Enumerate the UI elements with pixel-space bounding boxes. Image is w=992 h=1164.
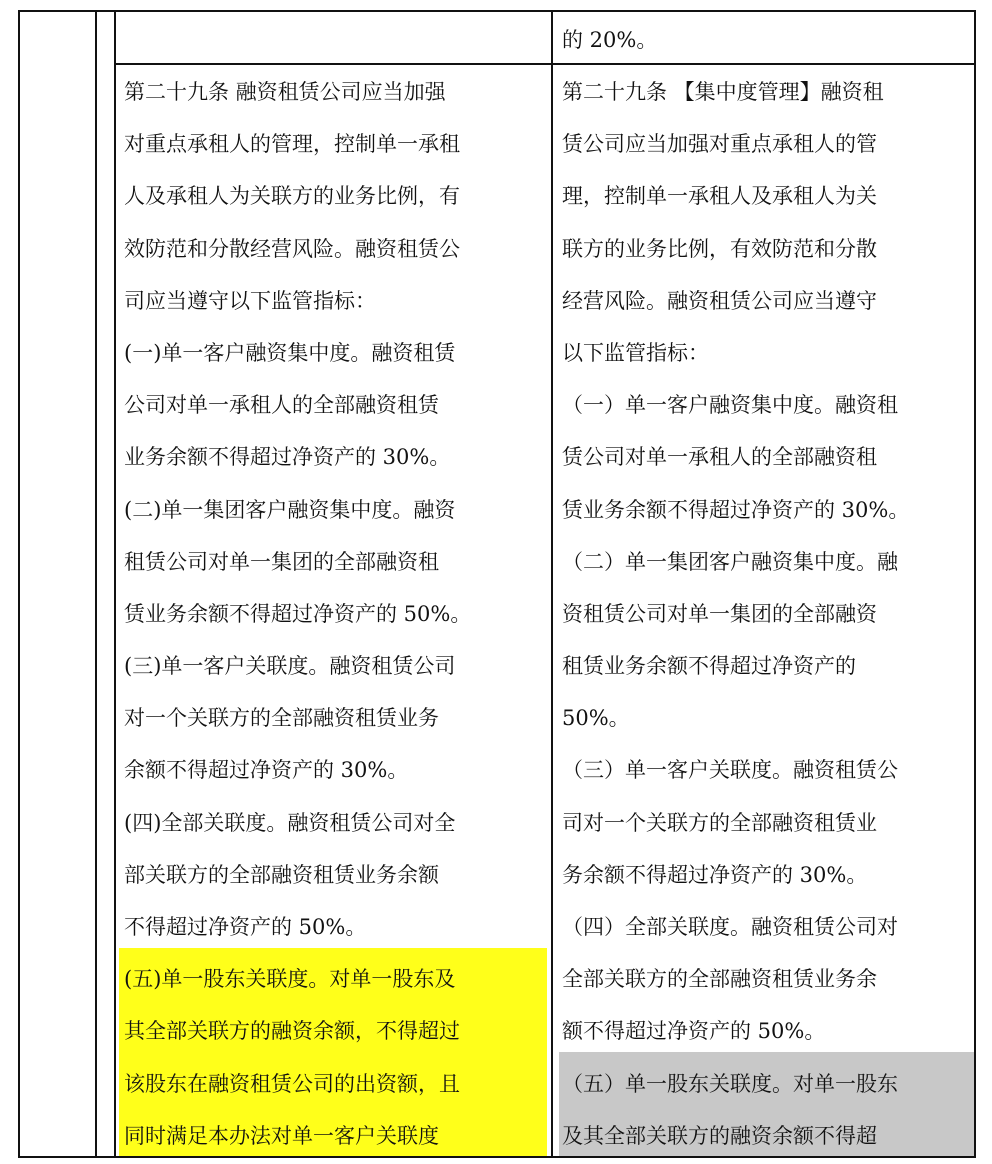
right-line: 资租赁公司对单一集团的全部融资: [562, 601, 877, 626]
left-line-highlighted: 其全部关联方的融资余额，不得超过: [124, 1019, 460, 1044]
right-line: 额不得超过净资产的 50%。: [562, 1019, 826, 1044]
right-line: （三）单一客户关联度。融资租赁公: [562, 758, 898, 783]
border-col1: [95, 10, 97, 1158]
left-line: (二)单一集团客户融资集中度。融资: [124, 497, 456, 522]
left-line-highlighted: 同时满足本办法对单一客户关联度: [124, 1123, 439, 1148]
left-line: 对一个关联方的全部融资租赁业务: [124, 706, 439, 731]
left-line: 效防范和分散经营风险。融资租赁公: [124, 236, 460, 261]
right-line: 全部关联方的全部融资租赁业务余: [562, 967, 877, 992]
border-col2: [114, 10, 116, 1158]
right-line: 第二十九条 【集中度管理】融资租: [562, 80, 884, 104]
top-row-right-text: 的 20%。: [562, 28, 658, 52]
right-line: 赁公司应当加强对重点承租人的管: [562, 132, 877, 157]
left-line: 业务余额不得超过净资产的 30%。: [124, 445, 451, 470]
right-line: 司对一个关联方的全部融资租赁业: [562, 810, 877, 835]
left-line: 余额不得超过净资产的 30%。: [124, 758, 409, 783]
right-line: 联方的业务比例，有效防范和分散: [562, 236, 877, 261]
right-line: （四）全部关联度。融资租赁公司对: [562, 915, 898, 939]
border-right: [974, 10, 976, 1158]
left-line-highlighted: (五)单一股东关联度。对单一股东及: [124, 967, 456, 992]
right-line: 以下监管指标：: [562, 340, 709, 365]
border-left: [18, 10, 20, 1158]
left-line: 不得超过净资产的 50%。: [124, 915, 367, 939]
left-line: 第二十九条 融资租赁公司应当加强: [124, 80, 446, 104]
left-line: 部关联方的全部融资租赁业务余额: [124, 862, 439, 887]
left-line: 赁业务余额不得超过净资产的 50%。: [124, 601, 472, 626]
left-line: (一)单一客户融资集中度。融资租赁: [124, 340, 456, 365]
row-divider: [114, 63, 976, 65]
left-line: (四)全部关联度。融资租赁公司对全: [124, 810, 456, 835]
left-line-highlighted: 该股东在融资租赁公司的出资额，且: [124, 1071, 460, 1096]
border-col3: [551, 10, 553, 1158]
right-line-highlighted: 及其全部关联方的融资余额不得超: [562, 1123, 877, 1148]
right-line: （二）单一集团客户融资集中度。融: [562, 549, 898, 574]
border-top: [18, 10, 976, 12]
left-line: 人及承租人为关联方的业务比例，有: [124, 184, 460, 209]
right-line: 经营风险。融资租赁公司应当遵守: [562, 288, 877, 313]
right-line-highlighted: （五）单一股东关联度。对单一股东: [562, 1071, 898, 1096]
right-line: （一）单一客户融资集中度。融资租: [562, 393, 898, 418]
top-row-right-cell: [562, 14, 657, 66]
left-line: 租赁公司对单一集团的全部融资租: [124, 549, 439, 574]
right-line: 赁公司对单一承租人的全部融资租: [562, 445, 877, 470]
main-row-right-cell: [562, 66, 909, 1162]
right-line: 赁业务余额不得超过净资产的 30%。: [562, 497, 910, 522]
right-line: 50%。: [562, 706, 630, 731]
left-line: 司应当遵守以下监管指标：: [124, 288, 376, 313]
left-line: (三)单一客户关联度。融资租赁公司: [124, 654, 456, 679]
right-line: 租赁业务余额不得超过净资产的: [562, 654, 856, 679]
comparison-table: [18, 10, 976, 1158]
right-line: 理，控制单一承租人及承租人为关: [562, 184, 877, 209]
left-line: 公司对单一承租人的全部融资租赁: [124, 393, 439, 418]
left-line: 对重点承租人的管理，控制单一承租: [124, 132, 460, 157]
main-row-left-cell: [124, 66, 471, 1162]
right-line: 务余额不得超过净资产的 30%。: [562, 862, 868, 887]
